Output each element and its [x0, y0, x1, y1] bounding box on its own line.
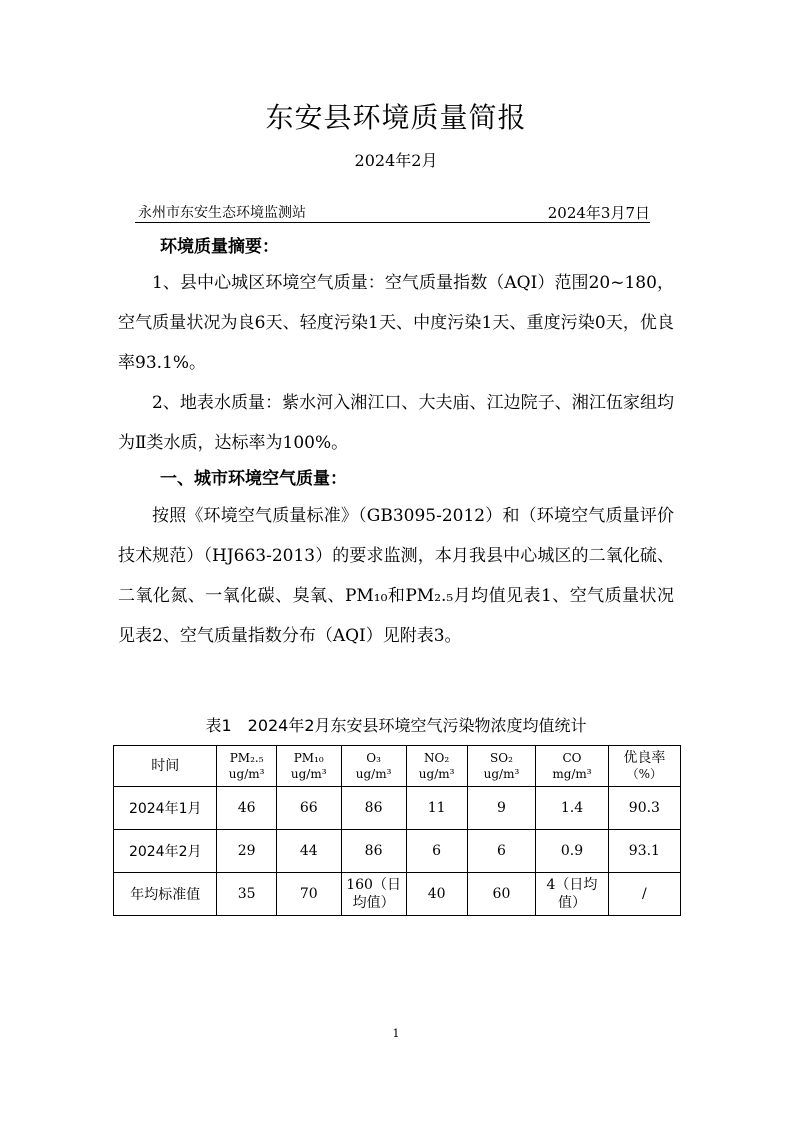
header-unit: ug/m³ — [483, 767, 520, 781]
header-label: SO₂ — [490, 751, 513, 765]
header-label: CO — [562, 751, 582, 765]
table-cell: 86 — [341, 830, 406, 873]
table-cell: 9 — [467, 787, 536, 830]
header-cell — [341, 746, 406, 787]
table-cell: / — [608, 873, 680, 916]
table-cell: 40 — [406, 873, 467, 916]
table-cell: 0.9 — [536, 830, 609, 873]
header-label: 优良率 — [623, 750, 666, 766]
section-air-block — [118, 496, 674, 656]
table-cell: 2024年1月 — [114, 787, 217, 830]
table-cell: 66 — [276, 787, 341, 830]
header-label: NO₂ — [424, 751, 450, 765]
table-row — [114, 830, 681, 873]
header-label: O₃ — [366, 751, 381, 765]
header-cell — [217, 746, 276, 787]
summary-heading: 环境质量摘要： — [160, 237, 279, 257]
table-cell: 年均标准值 — [114, 873, 217, 916]
issuer-name: 永州市东安生态环境监测站 — [138, 205, 306, 221]
section-air-paragraph: 按照《环境空气质量标准》（GB3095-2012）和（环境空气质量评价技术规范）（HJ663-2013）的要求监测，本月我县中心城区的二氧化硫、二氧化氮、一氧化碳、臭氧、PM₁₀和PM₂.₅月均值见表1、空气质量状况见表2、空气质量指数分布（AQI）见附表3。 — [118, 506, 674, 646]
table-cell: 160（日均值） — [341, 873, 406, 916]
header-cell — [276, 746, 341, 787]
section-air-heading: 一、城市环境空气质量： — [160, 469, 347, 489]
summary-block — [118, 263, 674, 463]
header-label: PM₁₀ — [293, 751, 324, 765]
header-cell — [467, 746, 536, 787]
table-row — [114, 873, 681, 916]
header-label: 时间 — [151, 758, 180, 774]
table-cell: 60 — [467, 873, 536, 916]
table-cell: 46 — [217, 787, 276, 830]
table-cell: 6 — [406, 830, 467, 873]
header-unit: mg/m³ — [552, 767, 592, 781]
table-cell: 29 — [217, 830, 276, 873]
table-cell: 2024年2月 — [114, 830, 217, 873]
table-header-row — [114, 746, 681, 787]
table-cell: 70 — [276, 873, 341, 916]
report-period: 2024年2月 — [354, 151, 438, 170]
table-row — [114, 787, 681, 830]
header-cell — [608, 746, 680, 787]
page-number: 1 — [392, 1027, 400, 1040]
table1-caption: 表1 2024年2月东安县环境空气污染物浓度均值统计 — [205, 716, 587, 735]
table-cell: 4（日均值） — [536, 873, 609, 916]
header-unit: ug/m³ — [355, 767, 392, 781]
summary-paragraph-water: 2、地表水质量：紫水河入湘江口、大夫庙、江边院子、湘江伍家组均为Ⅱ类水质，达标率为100%。 — [118, 393, 674, 453]
header-unit: ug/m³ — [228, 767, 265, 781]
table-cell: 44 — [276, 830, 341, 873]
header-unit: ug/m³ — [418, 767, 455, 781]
table-cell: 6 — [467, 830, 536, 873]
table-cell: 1.4 — [536, 787, 609, 830]
report-title: 东安县环境质量简报 — [265, 101, 527, 134]
header-cell — [536, 746, 609, 787]
pollutant-table — [113, 745, 681, 916]
table-cell: 35 — [217, 873, 276, 916]
table-cell: 11 — [406, 787, 467, 830]
issuer-row — [135, 200, 650, 223]
header-unit: （%） — [626, 767, 663, 781]
header-label: PM₂.₅ — [229, 751, 264, 765]
summary-paragraph-air: 1、县中心城区环境空气质量：空气质量指数（AQI）范围20~180，空气质量状况为良6天、轻度污染1天、中度污染1天、重度污染0天，优良率93.1%。 — [118, 273, 674, 373]
table-cell: 93.1 — [608, 830, 680, 873]
table-cell: 90.3 — [608, 787, 680, 830]
header-cell — [114, 746, 217, 787]
table-cell: 86 — [341, 787, 406, 830]
issue-date: 2024年3月7日 — [547, 204, 650, 222]
header-unit: ug/m³ — [290, 767, 327, 781]
header-cell — [406, 746, 467, 787]
